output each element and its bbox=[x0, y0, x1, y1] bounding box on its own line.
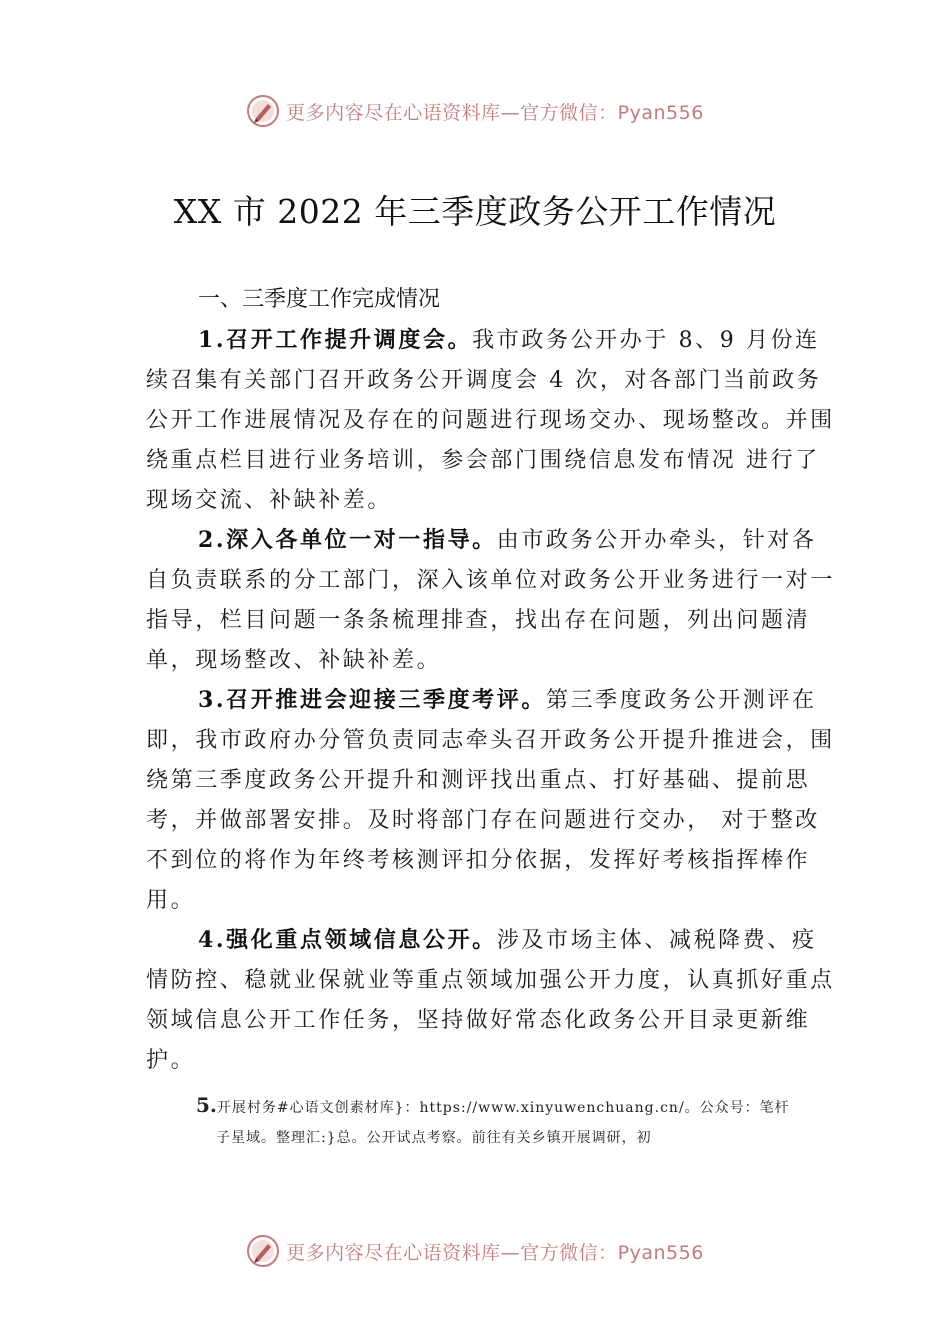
paragraph-4 bbox=[146, 920, 836, 1081]
paragraph-3 bbox=[146, 680, 836, 921]
paragraph-body: 第三季度政务公开测评在即，我市政府办分管负责同志牵头召开政务公开提升推进会，围绕第三季度政务公开提升和测评找出重点、打好基础、提前思考，并做部署安排。及时将部门存在问题进行交办， 对于整改不到位的将作为年终考核测评扣分依据，发挥好考核指挥棒作用。 bbox=[146, 688, 835, 913]
watermark-footer bbox=[0, 1234, 950, 1268]
paragraph-body: 涉及市场主体、减税降费、疫情防控、稳就业保就业等重点领域加强公开力度，认真抓好重点领域信息公开工作任务，坚持做好常态化政务公开目录更新维护。 bbox=[146, 928, 835, 1073]
paragraph-lead: 4.强化重点领域信息公开。 bbox=[198, 927, 497, 953]
paragraph-number: 5. bbox=[196, 1093, 217, 1117]
paragraph-2 bbox=[146, 520, 836, 681]
paragraph-lead: 2.深入各单位一对一指导。 bbox=[198, 527, 497, 553]
pen-seal-logo-icon bbox=[246, 94, 280, 128]
watermark-text: 更多内容尽在心语资料库—官方微信：Pyan556 bbox=[286, 101, 704, 124]
watermark-header bbox=[0, 94, 950, 128]
paragraph-5-line-2: 子星域。整理汇:}总。公开试点考察。前往有关乡镇开展调研，初 bbox=[216, 1130, 652, 1146]
pen-seal-logo-icon bbox=[246, 1234, 280, 1268]
paragraph-body: 我市政务公开办于 8、9 月份连续召集有关部门召开政务公开调度会 4 次，对各部门当前政务公开工作进展情况及存在的问题进行现场交办、现场整改。并围绕重点栏目进行业务培训，参会部门围绕信息发布情况 进行了现场交流、补缺补差。 bbox=[146, 328, 835, 513]
paragraph-1 bbox=[146, 320, 836, 521]
watermark-text: 更多内容尽在心语资料库—官方微信：Pyan556 bbox=[286, 1241, 704, 1264]
paragraph-5-line-1: 开展村务#心语文创素材库}：https://www.xinyuwenchuang.cn/。公众号：笔杆 bbox=[216, 1100, 790, 1116]
paragraph-lead: 3.召开推进会迎接三季度考评。 bbox=[198, 687, 546, 713]
paragraph-body: 由市政务公开办牵头，针对各自负责联系的分工部门，深入该单位对政务公开业务进行一对一指导，栏目问题一条条梳理排查，找出存在问题，列出问题清单，现场整改、补缺补差。 bbox=[146, 528, 835, 673]
paragraph-lead: 1.召开工作提升调度会。 bbox=[198, 327, 473, 353]
paragraph-5 bbox=[196, 1090, 846, 1153]
document-title: XX 市 2022 年三季度政务公开工作情况 bbox=[173, 192, 777, 231]
section-heading: 一、三季度工作完成情况 bbox=[198, 287, 441, 312]
